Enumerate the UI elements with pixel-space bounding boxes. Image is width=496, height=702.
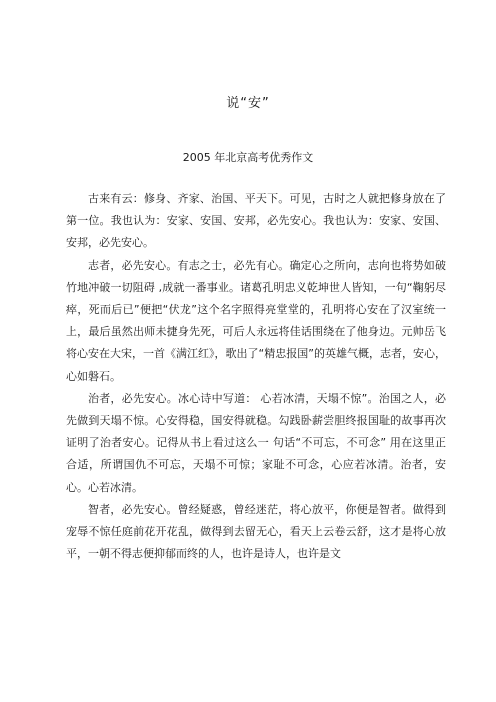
paragraph: 古来有云：修身、齐家、治国、平天下。可见，古时之人就把修身放在了第一位。我也认为：安家、安国、安邦，必先安心。我也认为：安家、安国、安邦，必先安心。 (66, 192, 446, 250)
document-body (66, 188, 446, 565)
paragraph: 治者，必先安心。冰心诗中写道： 心若冰清，天塌不惊”。治国之人，必先做到天塌不惊。心安得稳，国安得就稳。勾践卧薪尝胆终报国耻的故事再次证明了治者安心。记得从书上看过这么一 句话“不可忘，不可念” 用在这里正合适，所谓国仇不可忘，天塌不可惊；家耻不可念，心应若冰清。治者，安心。心若冰清。 (66, 391, 446, 494)
paragraph: 智者，必先安心。曾经疑惑，曾经迷茫，将心放平，你便是智者。做得到宠辱不惊任庭前花开花乱，做得到去留无心，看天上云卷云舒，这才是将心放平，一朝不得志便抑郁而终的人，也许是诗人，也许是文 (66, 502, 446, 561)
paragraph: 志者，必先安心。有志之士，必先有心。确定心之所向，志向也将势如破竹地冲破一切阻碍 ,成就一番事业。诸葛孔明忠义乾坤世人皆知，一句“鞠躬尽瘁，死而后已”便把“伏龙”这个名字照得亮堂堂的，孔明将心安在了汉室统一上，最后虽然出师未捷身先死，可后人永远将佳话围绕在了他身边。元帅岳飞将心安在大宋，一首《满江红》，歌出了“精忠报国”的英雄气概，志者，安心，心如磐石。 (66, 258, 446, 383)
document-subtitle: 2005 年北京高考优秀作文 (182, 151, 314, 164)
document-title: 说“安” (226, 96, 270, 111)
